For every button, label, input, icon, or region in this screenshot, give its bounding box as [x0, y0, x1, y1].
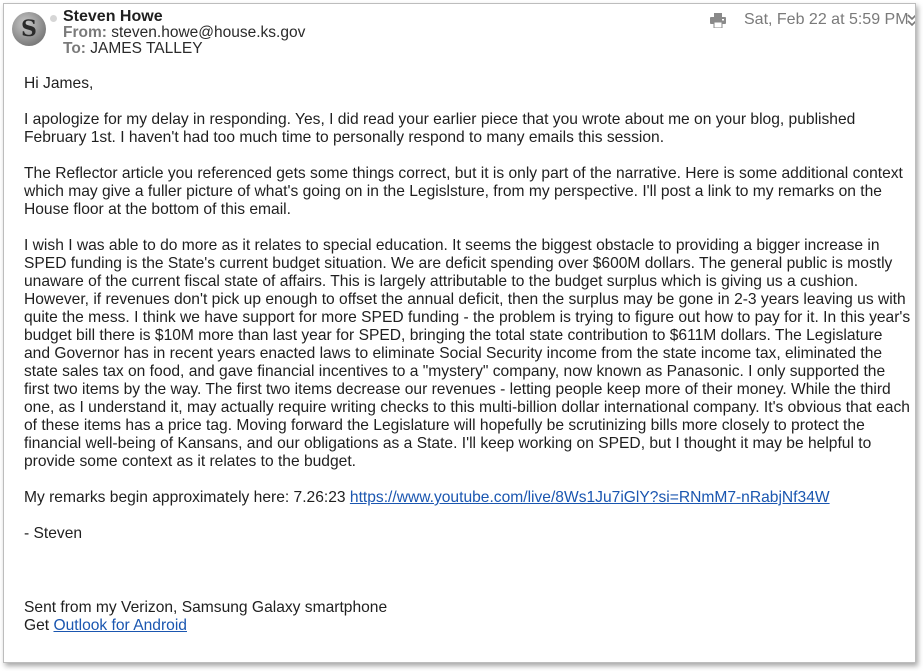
- remarks-text: My remarks begin approximately here: 7.26:23: [24, 489, 346, 506]
- outlook-for-android-link[interactable]: Outlook for Android: [53, 617, 187, 634]
- email-header: [63, 9, 305, 57]
- to-label: To:: [63, 40, 86, 57]
- avatar-letter: S: [21, 16, 37, 42]
- sent-from-line: Sent from my Verizon, Samsung Galaxy smartphone: [24, 599, 388, 616]
- email-view: [3, 3, 916, 663]
- get-outlook-line: [24, 617, 912, 635]
- remarks-line: [24, 489, 912, 507]
- print-icon[interactable]: [710, 13, 726, 33]
- to-recipient[interactable]: JAMES TALLEY: [90, 40, 203, 57]
- paragraph-context: The Reflector article you referenced gets some things correct, but it is only part of the narrative. Here is some additional context which may give a fuller picture of what's going on in the Legislsture, from my perspective. I'll post a link to my remarks on the House floor at the bottom of this email.: [24, 165, 903, 218]
- spacer: [24, 561, 912, 599]
- sender-avatar[interactable]: [12, 12, 46, 46]
- from-address[interactable]: steven.howe@house.ks.gov: [111, 24, 306, 41]
- email-date: Sat, Feb 22 at 5:59 PM: [744, 11, 909, 28]
- get-label: Get: [24, 617, 50, 634]
- from-label: From:: [63, 24, 107, 41]
- greeting: Hi James,: [24, 75, 94, 92]
- from-line: [63, 25, 305, 41]
- sender-name[interactable]: Steven Howe: [63, 8, 163, 25]
- signoff: - Steven: [24, 525, 83, 542]
- youtube-link[interactable]: https://www.youtube.com/live/8Ws1Ju7iGlY?si=RNmM7-nRabjNf34W: [349, 489, 830, 506]
- paragraph-budget: I wish I was able to do more as it relates to special education. It seems the biggest obstacle to providing a bigger increase in SPED funding is the State's current budget situation. We are deficit spending over $600M dollars. The general public is mostly unaware of the current fiscal state of affairs. This is largely attributable to the budget surplus which is giving us a cushion. However, if revenues don't pick up enough to offset the annual deficit, then the surplus may be gone in 2-3 years leaving us with quite the mess. I think we have support for more SPED funding - the problem is trying to figure out how to pay for it. In this year's budget bill there is $10M more than last year for SPED, bringing the total state contribution to $611M dollars. The Legislature and Governor has in recent years enacted laws to eliminate Social Security income from the state income tax, eliminated the state sales tax on food, and gave financial incentives to a "mystery" company, now known as Panasonic. I only supported the first two items by the way. The first two items decrease our revenues - letting people keep more of their money. While the third one, as I understand it, may actually require writing checks to this multi-billion dollar international company. It's obvious that each of these items has a price tag. Moving forward the Legislature will hopefully be scrutinizing bills more closely to protect the financial well-being of Kansans, and our obligations as a State. I'll keep working on SPED, but I thought it may be helpful to provide some context as it relates to the budget.: [24, 237, 911, 470]
- email-body: [24, 75, 912, 635]
- to-line: [63, 41, 305, 57]
- expand-icon[interactable]: [907, 13, 916, 29]
- paragraph-apology: I apologize for my delay in responding. Yes, I did read your earlier piece that you wrote about me on your blog, published February 1st. I haven't had too much time to personally respond to many emails this session.: [24, 111, 856, 146]
- presence-dot: [50, 15, 57, 22]
